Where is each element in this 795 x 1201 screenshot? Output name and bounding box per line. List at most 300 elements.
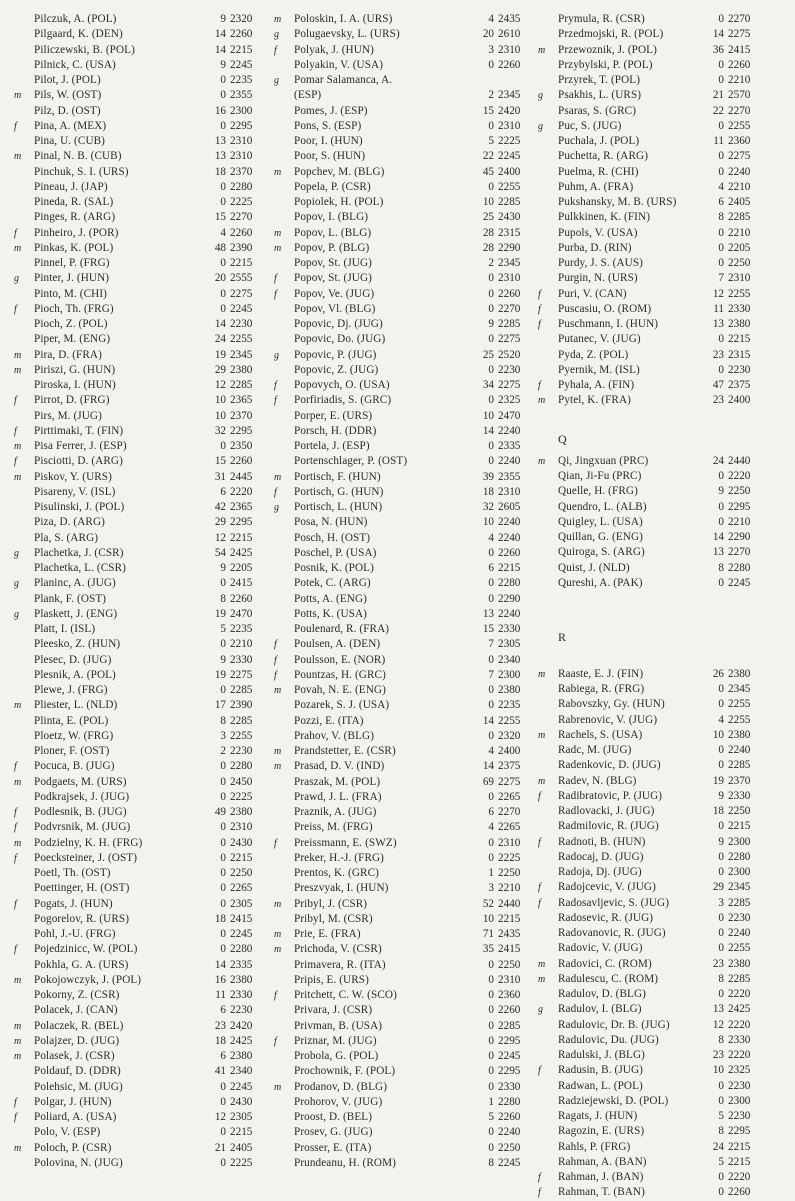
player-row [14,698,264,713]
player-row [274,592,534,607]
player-title: m [274,746,282,757]
player-name: Radoja, Dj. (JUG) [558,866,642,878]
player-name: Pinal, N. B. (CUB) [34,150,122,163]
player-name: Puhm, A. (FRA) [558,180,634,193]
games-count: 10 [712,1064,724,1077]
player-name: Pisulinski, J. (POL) [34,501,125,513]
player-row [14,332,264,347]
player-row [538,500,788,515]
rating-value: 2295 [498,1034,521,1047]
player-name: Posa, N. (HUN) [294,516,368,529]
player-row [538,88,788,103]
games-count: 23 [712,348,724,361]
games-count: 0 [220,897,226,910]
games-count: 18 [712,805,724,817]
games-count: 0 [488,440,494,452]
rating-value: 2215 [498,912,521,925]
rating-value: 2435 [498,928,521,940]
games-count: 5 [718,1110,724,1122]
games-count: 0 [488,363,494,376]
rating-value: 2330 [230,989,253,1001]
player-name: Qian, Ji-Fu (PRC) [558,470,642,482]
player-name: Radwan, L. (POL) [558,1079,643,1092]
player-title: f [14,425,17,437]
player-row [274,424,534,439]
player-name: Popov, P. (BLG) [294,241,370,254]
games-count: 24 [214,333,226,346]
rating-value: 2275 [230,287,253,300]
player-row [538,697,788,712]
player-name: Rahman, A. (BAN) [558,1155,647,1168]
player-row [14,592,264,607]
games-count: 25 [482,348,494,361]
player-row [14,485,264,500]
rating-value: 2310 [498,43,521,56]
player-name: Prichoda, V. (CSR) [294,943,382,956]
player-row [14,104,264,119]
games-count: 2 [220,745,226,757]
player-row [274,302,534,317]
player-title: f [14,1096,17,1108]
player-row [274,805,534,820]
rating-value: 2270 [728,104,751,117]
player-row [274,332,534,347]
rating-value: 2380 [230,1050,253,1062]
rating-value: 2415 [230,577,253,590]
player-title: g [538,90,543,102]
rating-value: 2315 [728,348,751,361]
player-title: f [538,790,541,802]
player-row [538,287,788,302]
rating-value: 2300 [230,104,253,117]
player-row [274,256,534,271]
player-title: m [274,166,282,178]
player-name: Popovic, P. (JUG) [294,348,377,361]
player-row [14,851,264,866]
player-name: Pineau, J. (JAP) [34,180,108,193]
player-row [274,653,534,668]
games-count: 23 [712,957,724,970]
player-name: Radocaj, D. (JUG) [558,850,644,863]
games-count: 12 [214,1111,226,1123]
player-name: Polehsic, M. (JUG) [34,1080,123,1093]
games-count: 0 [488,958,494,971]
rating-value: 2290 [498,592,521,605]
player-row [538,1048,788,1063]
player-name: Radibratovic, P. (JUG) [558,789,663,802]
rating-value: 2295 [230,424,253,437]
games-count: 4 [488,745,494,757]
player-row [14,180,264,195]
player-name: Pirrot, D. (FRG) [34,394,110,407]
player-name: Radosevic, R. (JUG) [558,911,654,924]
rating-value: 2295 [728,500,751,513]
games-count: 0 [488,1065,494,1078]
player-name: Ploner, F. (OST) [34,745,110,757]
player-row [274,698,534,713]
player-row [274,927,534,942]
player-row [274,1049,534,1064]
games-count: 15 [482,104,494,117]
player-name: Popov, Ve. (JUG) [294,287,375,300]
rating-value: 2255 [728,698,751,711]
player-row [538,27,788,42]
player-title: f [14,852,17,864]
player-row [14,805,264,820]
player-row [14,348,264,363]
player-title: m [14,90,22,102]
games-count: 0 [718,119,724,132]
player-title: m [14,974,22,986]
games-count: 14 [214,958,226,971]
games-count: 35 [482,943,494,956]
player-title: g [274,75,279,86]
player-name: Plewe, J. (FRG) [34,684,108,696]
games-count: 18 [214,1034,226,1047]
player-row [14,27,264,42]
games-count: 14 [214,43,226,56]
player-title: m [538,668,546,680]
player-row [14,500,264,515]
player-row [538,195,788,210]
player-name: Plinta, E. (POL) [34,714,109,727]
games-count: 8 [488,1156,494,1169]
player-row [274,576,534,591]
rating-value: 2230 [498,363,521,376]
rating-value: 2380 [230,363,253,376]
player-row [14,12,264,27]
rating-value: 2280 [728,850,751,863]
player-title: f [274,1035,277,1047]
rating-value: 2275 [728,150,751,163]
player-name: Radmilovic, R. (JUG) [558,820,659,833]
player-name: Pozzi, E. (ITA) [294,714,364,727]
player-row [14,729,264,744]
player-title: g [14,273,19,285]
player-title: f [274,639,277,651]
player-name: Prohorov, V. (JUG) [294,1095,383,1108]
games-count: 8 [220,592,226,605]
player-row [274,58,534,73]
player-row [274,500,534,515]
section-letter: R [558,629,567,644]
player-row [538,941,788,956]
games-count: 10 [482,196,494,208]
games-count: 0 [220,440,226,452]
rating-value: 2325 [728,1064,751,1077]
player-row [538,561,788,576]
player-name: Purgin, N. (URS) [558,272,638,285]
player-title: f [14,1112,17,1123]
rating-value: 2220 [728,470,751,482]
games-count: 49 [214,806,226,818]
player-name: Popovic, Do. (JUG) [294,333,386,346]
rating-value: 2300 [728,866,751,878]
player-row [538,819,788,834]
player-row [14,226,264,241]
games-count: 14 [712,28,724,41]
games-count: 0 [718,1171,724,1183]
player-name: Pupols, V. (USA) [558,226,638,239]
games-count: 6 [220,485,226,498]
games-count: 8 [718,1033,724,1046]
games-count: 10 [482,516,494,529]
games-count: 0 [488,790,494,803]
player-name: Pripis, E. (URS) [294,973,369,986]
player-title: m [14,471,22,483]
player-row [14,1080,264,1095]
player-row [538,911,788,926]
rating-value: 2300 [728,835,751,848]
player-name: Pioch, Th. (FRG) [34,302,114,315]
player-name: Probola, G. (POL) [294,1050,379,1062]
player-row [274,348,534,363]
player-name: Popov, Vl. (BLG) [294,302,376,315]
rating-value: 2470 [498,409,521,422]
player-row [538,515,788,530]
rating-value: 2215 [728,820,751,833]
player-name: Puchala, J. (POL) [558,135,640,147]
player-row [274,317,534,332]
games-count: 0 [220,89,226,102]
player-name: Potts, A. (ENG) [294,592,367,605]
rating-value: 2260 [230,28,253,41]
player-row [14,424,264,439]
player-row [538,1140,788,1155]
player-name: Prentos, K. (GRC) [294,867,379,879]
rating-value: 2220 [728,1049,751,1061]
player-row [14,866,264,881]
player-name: Pogats, J. (HUN) [34,897,113,910]
games-count: 0 [488,333,494,346]
rating-value: 2295 [230,119,253,132]
games-count: 0 [220,1156,226,1169]
rating-value: 2285 [230,684,253,696]
rating-value: 2230 [728,1079,751,1092]
rating-value: 2335 [230,958,253,971]
player-row [274,378,534,393]
rating-value: 2520 [498,348,521,361]
player-name: Posnik, K. (POL) [294,562,374,574]
player-name: Rahman, T. (BAN) [558,1186,645,1199]
rating-value: 2275 [498,333,521,346]
player-row [538,332,788,347]
rating-value: 2245 [230,1080,253,1093]
games-count: 0 [220,74,226,86]
player-row [538,454,788,469]
games-count: 69 [482,775,494,788]
player-name: Popov, St. (JUG) [294,257,372,269]
player-name: Podkrajsek, J. (JUG) [34,790,130,803]
games-count: 0 [488,287,494,300]
player-name: Radnoti, B. (HUN) [558,835,646,848]
games-count: 12 [712,1018,724,1031]
rating-value: 2250 [728,485,751,498]
games-count: 0 [220,638,226,651]
rating-value: 2365 [230,394,253,407]
games-count: 0 [220,257,226,269]
player-row [538,180,788,195]
games-count: 32 [214,424,226,437]
player-name: Przedmojski, R. (POL) [558,28,664,41]
player-name: Proost, D. (BEL) [294,1111,373,1123]
player-name: Pountzas, H. (GRC) [294,668,386,681]
rating-value: 2605 [498,501,521,513]
rating-value: 2365 [230,501,253,513]
games-count: 19 [712,774,724,787]
player-row [274,104,534,119]
player-name: Prosser, E. (ITA) [294,1141,372,1154]
player-name: Radc, M. (JUG) [558,744,632,756]
player-row [14,1064,264,1079]
rating-value: 2255 [498,714,521,727]
rating-value: 2555 [230,272,253,285]
rating-value: 2415 [498,943,521,956]
player-name: Portisch, G. (HUN) [294,485,384,498]
rating-value: 2210 [728,515,751,528]
player-row [274,912,534,927]
player-title: f [274,669,277,681]
rating-value: 2470 [230,607,253,620]
rating-value: 2285 [728,211,751,224]
games-count: 0 [718,74,724,86]
rating-value: 2290 [498,241,521,254]
rating-value: 2255 [728,287,751,300]
player-name: Polaczek, R. (BEL) [34,1019,124,1032]
player-row [14,409,264,424]
rating-value: 2215 [230,851,253,864]
games-count: 14 [482,760,494,773]
games-count: 0 [718,470,724,482]
games-count: 0 [718,942,724,955]
player-row [538,728,788,743]
player-row [274,149,534,164]
rating-value: 2325 [498,394,521,407]
rating-value: 2260 [230,592,253,605]
games-count: 9 [220,13,226,25]
games-count: 0 [718,683,724,695]
player-name: Podgaets, M. (URS) [34,775,127,788]
player-name: Povah, N. E. (ENG) [294,684,386,696]
player-name: Piskov, Y. (URS) [34,470,112,483]
player-title: m [14,776,22,788]
rating-value: 2425 [728,1003,751,1016]
player-row [538,789,788,804]
rating-value: 2270 [498,302,521,315]
player-name: Radulovic, Du. (JUG) [558,1033,659,1046]
player-name: Popiolek, H. (POL) [294,196,384,208]
player-row [538,43,788,58]
player-row [274,744,534,759]
player-name: Pisa Ferrer, J. (ESP) [34,440,127,452]
player-row [274,226,534,241]
rating-value: 2375 [498,760,521,773]
rating-value: 2215 [728,1155,751,1168]
rating-value: 2235 [230,623,253,635]
games-count: 11 [215,989,226,1001]
player-name: Poloskin, I. A. (URS) [294,13,393,25]
player-row [14,165,264,180]
player-row [538,1124,788,1139]
player-row [538,545,788,560]
player-row [14,241,264,256]
player-name: Prawd, J. L. (FRA) [294,790,382,803]
games-count: 5 [488,1111,494,1123]
player-name: Polyak, J. (HUN) [294,43,374,56]
rating-value: 2265 [230,882,253,895]
games-count: 0 [718,226,724,239]
games-count: 0 [718,1186,724,1199]
games-count: 0 [718,1094,724,1107]
player-name: Poecksteiner, J. (OST) [34,851,138,864]
rating-value: 2355 [498,470,521,483]
games-count: 14 [214,28,226,41]
player-row [14,912,264,927]
player-name: Radlovacki, J. (JUG) [558,805,655,817]
rating-value: 2260 [728,58,751,71]
player-row [538,149,788,164]
player-row [538,576,788,591]
player-name: Radulovic, Dr. B. (JUG) [558,1018,670,1031]
rating-value: 2275 [498,379,521,391]
rating-value: 2265 [498,790,521,803]
player-name: Preszvyak, I. (HUN) [294,882,389,895]
games-count: 13 [214,135,226,147]
player-title: m [14,700,22,712]
games-count: 9 [220,653,226,666]
games-count: 5 [220,623,226,635]
games-count: 9 [718,835,724,848]
player-row [538,606,788,621]
player-title: g [274,349,279,361]
games-count: 0 [220,196,226,208]
player-row [14,1125,264,1140]
rating-value: 2215 [230,531,253,544]
player-name: Radulov, D. (BLG) [558,988,646,1000]
rating-value: 2230 [728,363,751,376]
rating-value: 2350 [230,440,253,452]
player-name: Porsch, H. (DDR) [294,424,377,437]
player-row [274,27,534,42]
rating-value: 2240 [498,455,521,468]
player-title: f [538,836,541,848]
player-name: Pineda, R. (SAL) [34,196,114,208]
player-row [14,668,264,683]
player-name: Przyrek, T. (POL) [558,74,641,86]
rating-value: 2280 [498,577,521,590]
player-row [14,58,264,73]
rating-value: 2370 [230,165,253,178]
rating-value: 2240 [728,744,751,756]
games-count: 4 [718,713,724,726]
player-name: Polo, V. (ESP) [34,1126,101,1139]
games-count: 7 [488,638,494,651]
player-row [538,774,788,789]
games-count: 54 [214,546,226,559]
player-row [274,287,534,302]
player-name: Psakhis, L. (URS) [558,89,642,102]
player-name: Polgar, J. (HUN) [34,1095,112,1108]
player-title: f [14,120,17,132]
player-row [538,804,788,819]
games-count: 15 [482,623,494,635]
player-name: Praszak, M. (POL) [294,775,381,788]
rating-value: 2225 [230,790,253,803]
player-title: f [14,456,17,468]
player-row [538,469,788,484]
player-name: Polajzer, D. (JUG) [34,1034,120,1047]
player-name: Pleesko, Z. (HUN) [34,638,121,651]
